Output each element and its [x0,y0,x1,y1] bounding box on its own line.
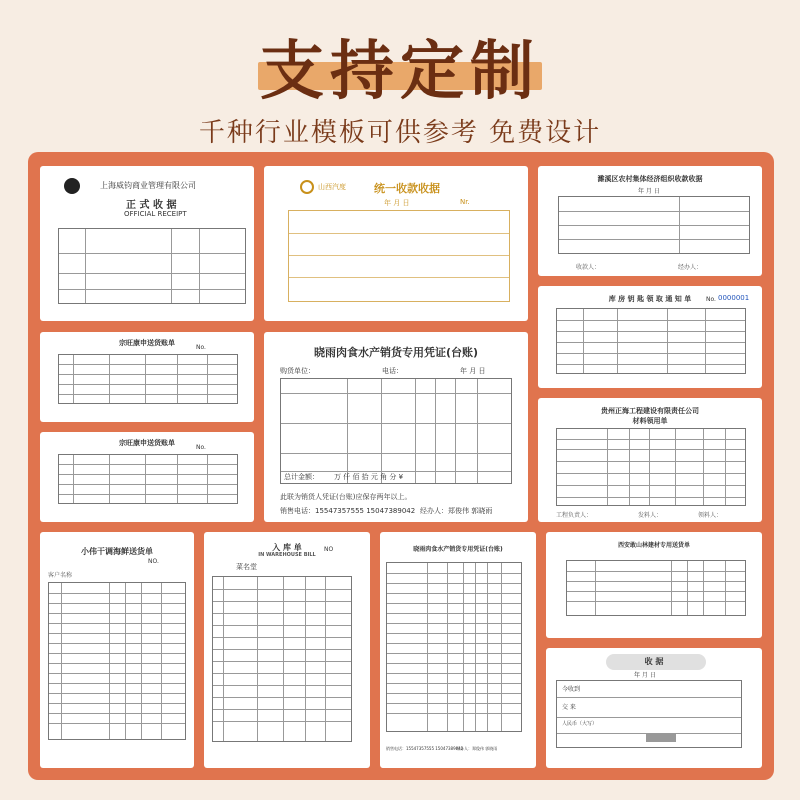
brand-logo-icon [300,180,314,194]
warehouse-table [212,576,352,742]
supplier-value: 菜名堂 [236,563,257,571]
warehouse-title: 入 库 单 [272,543,302,552]
requisition-table [556,428,746,506]
bill-no: No. [196,444,206,451]
payer-label: 今收到 [562,686,581,693]
page-title: 支持定制 [260,35,540,109]
receipt-title: 收 据 [644,657,664,666]
bill-table [58,454,238,504]
receipt-title-en: OFFICIAL RECEIPT [124,210,187,218]
receipt-card-simple[interactable] [546,648,762,768]
total-label: 总计金额： [284,473,319,481]
handler-label: 经办人： [678,264,703,271]
key-notice-card[interactable] [538,286,762,388]
voucher-handler: 经办人：郑俊伟 郭晓雨 [420,507,493,515]
warehouse-no: NO [324,546,334,553]
amount-box [646,734,676,742]
delivery-table [566,560,746,616]
delivery-bill-card-1[interactable] [40,332,254,422]
receiver-label: 收款人： [576,264,601,271]
receipt-card-rural[interactable] [538,166,762,276]
receipt-date: 年 月 日 [384,199,410,207]
delivery-title: 西安敢山林建材专用送货单 [617,542,690,549]
notice-table [556,308,746,374]
voucher-table [280,378,512,484]
warehouse-title-en: IN WAREHOUSE BILL [258,552,316,558]
receipt-card-unified[interactable] [264,166,528,321]
foot-issuer: 发料人： [638,512,663,519]
voucher-handler: 经办人：郑俊伟 郭晓雨 [456,746,498,751]
page-subtitle: 千种行业模板可供参考 免费设计 [198,118,602,148]
foot-receiver: 领料人： [698,512,723,519]
delivery-table [48,582,186,740]
bill-no: No. [196,344,206,351]
notice-no-value: 0000001 [718,294,750,302]
receipt-date: 年 月 日 [634,672,656,679]
delivery-no: NO. [148,558,159,565]
receipt-card-official[interactable] [40,166,254,321]
receipt-title: 濉溪区农村集体经济组织收款收据 [597,175,703,183]
seafood-delivery-card[interactable] [40,532,194,768]
template-board [28,152,774,780]
notice-title: 库 房 钥 匙 领 取 通 知 单 [608,295,692,303]
receipt-title: 正 式 收 据 [126,200,177,211]
logo-icon [64,178,80,194]
sales-phone: 销售电话：15547357555 15047389042 [280,507,416,515]
receipt-date: 年 月 日 [638,188,660,195]
brand-name: 山西汽度 [318,183,346,191]
buyer-label: 购货单位： [280,367,315,375]
sales-voucher-card[interactable] [264,332,528,522]
receipt-table [288,210,510,302]
bill-table [58,354,238,404]
materials-delivery-card[interactable] [546,532,762,638]
company-name: 上海威钧商业管理有限公司 [100,181,196,190]
bill-title: 宗旺康申送货账单 [119,439,175,447]
foot-engineer: 工程负责人： [556,512,593,519]
delivery-bill-card-2[interactable] [40,432,254,522]
voucher-date: 年 月 日 [460,367,486,375]
voucher-note: 此联为销货人凭证(台账)应保存两年以上。 [280,493,412,501]
customer-label: 客户名称 [48,572,73,579]
total-units: 万 仟 佰 拾 元 角 分 ¥ [334,473,404,481]
voucher-table [386,562,522,732]
notice-no-label: No. [706,296,716,303]
reason-label: 交 来 [562,704,576,711]
voucher-title: 晓雨肉食水产销货专用凭证(台账) [313,346,479,359]
receipt-table [558,196,750,254]
bill-title: 宗旺康申送货账单 [119,339,175,347]
sales-voucher-card-small[interactable] [380,532,536,768]
sales-phone: 销售电话：15547357555 15047389042 [386,746,464,751]
voucher-title: 晓雨肉食水产销货专用凭证(台账) [413,546,503,553]
delivery-title: 小伟干调海鲜送货单 [81,547,153,556]
receipt-no: Nr. [460,198,470,206]
requisition-title: 材料领用单 [632,417,668,425]
warehouse-bill-card[interactable] [204,532,370,768]
material-requisition-card[interactable] [538,398,762,522]
amount-label: 人民币（大写） [562,721,598,727]
receipt-table [58,228,246,304]
company-name: 贵州正海工程建设有限责任公司 [601,407,699,415]
phone-label: 电话： [382,367,403,375]
receipt-title: 统一收款收据 [374,182,440,195]
